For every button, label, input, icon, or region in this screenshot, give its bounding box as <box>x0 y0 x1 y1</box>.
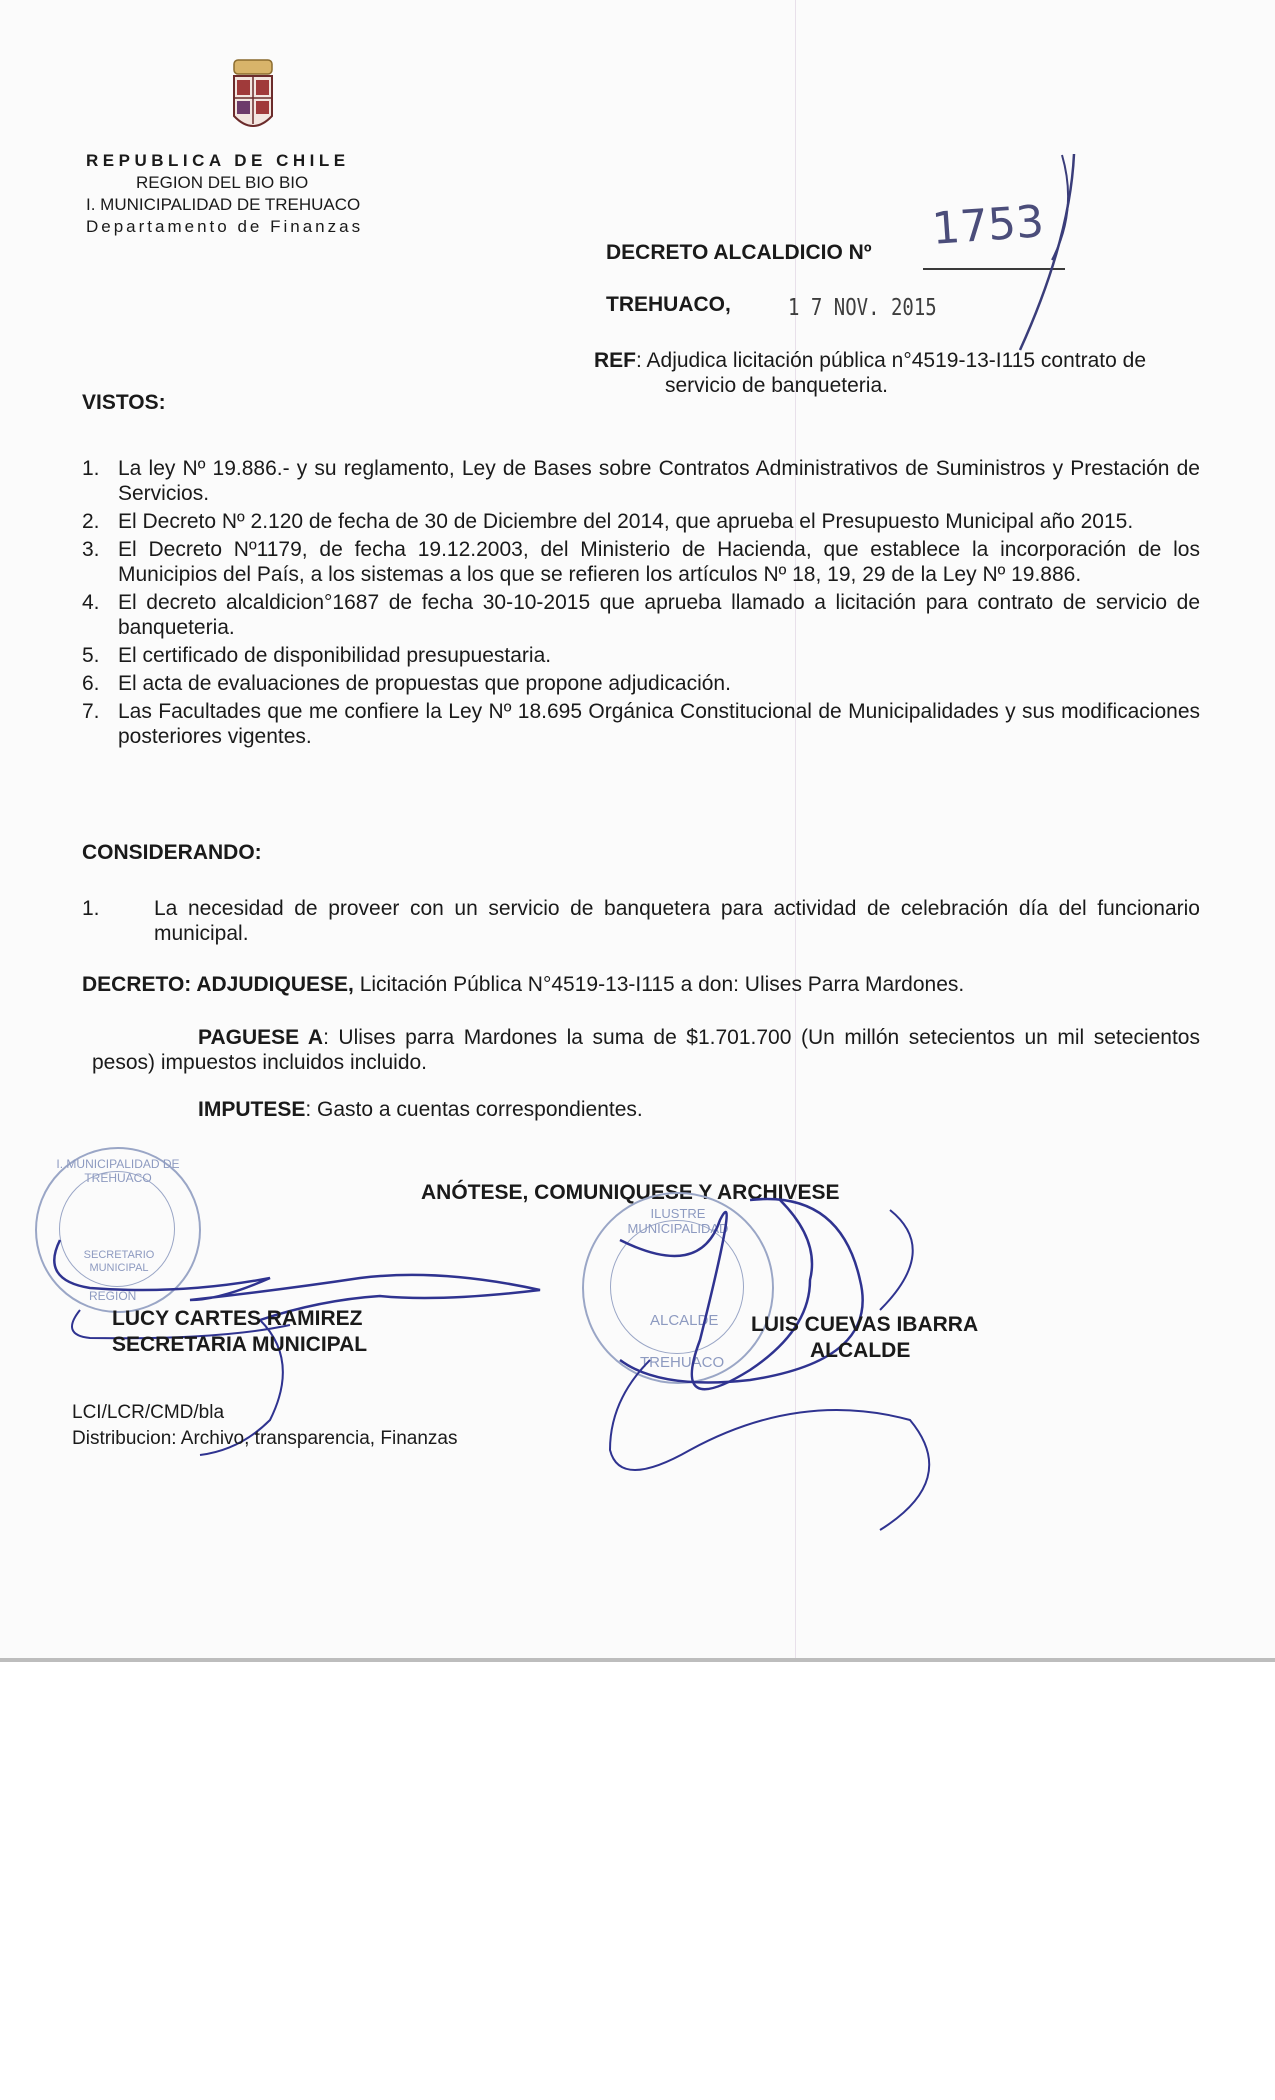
ref-line-1 <box>594 348 1146 373</box>
paguese-paragraph: PAGUESE A: Ulises parra Mardones la suma de $1.701.700 (Un millón setecientos un mil setecientos pesos) impuestos incluidos incluido. <box>92 1026 1200 1074</box>
imputese-line: IMPUTESE: Gasto a cuentas correspondientes. <box>198 1098 643 1121</box>
ref-line-2: servicio de banqueteria. <box>665 374 888 397</box>
list-item: 3. El Decreto Nº1179, de fecha 19.12.2003, del Ministerio de Hacienda, que establece la incorporación de los Municipios del País, a los sistemas a los que se refieren los artículos Nº 18, 19, 29 de la Ley Nº 19.886. <box>82 538 1200 586</box>
considerando-list <box>82 896 1200 949</box>
closing-line: ANÓTESE, COMUNIQUESE Y ARCHIVESE <box>421 1181 840 1204</box>
page-bottom-edge <box>0 1658 1275 1662</box>
decree-place: TREHUACO, <box>606 293 731 316</box>
handwritten-slash-mark <box>1012 150 1082 360</box>
list-item: 2. El Decreto Nº 2.120 de fecha de 30 de Diciembre del 2014, que aprueba el Presupuesto Municipal año 2015. <box>82 510 1134 533</box>
list-item: 6. El acta de evaluaciones de propuestas que propone adjudicación. <box>82 672 731 695</box>
vistos-heading: VISTOS: <box>82 391 166 414</box>
stamp-center-text: SECRETARIO MUNICIPAL <box>83 1249 155 1274</box>
municipal-crest-icon <box>228 58 278 138</box>
list-item: 1. La ley Nº 19.886.- y su reglamento, Ley de Bases sobre Contratos Administrativos de Suministros y Prestación de Servicios. <box>82 457 1200 505</box>
stamp-ring-text: ILUSTRE MUNICIPALIDAD <box>627 1206 729 1236</box>
stamp-ring-text: I. MUNICIPALIDAD DE TREHUACO <box>56 1157 180 1185</box>
country-heading: REPUBLICA DE CHILE <box>86 151 350 170</box>
secretary-name: LUCY CARTES RAMIREZ <box>112 1307 363 1330</box>
stamp-bottom-text: REGIÓN <box>89 1289 137 1303</box>
department-line: Departamento de Finanzas <box>86 217 364 236</box>
ref-label: REF <box>594 349 636 372</box>
mayor-title: ALCALDE <box>810 1339 911 1362</box>
list-item: 1. La necesidad de proveer con un servicio de banquetera para actividad de celebración día del funcionario municipal. <box>82 897 1200 945</box>
vistos-list <box>82 456 1200 752</box>
municipality-line: I. MUNICIPALIDAD DE TREHUACO <box>86 195 361 214</box>
mayor-name: LUIS CUEVAS IBARRA <box>751 1313 979 1336</box>
secretary-title: SECRETARIA MUNICIPAL <box>112 1333 368 1356</box>
considerando-heading: CONSIDERANDO: <box>82 841 262 864</box>
mayor-signature <box>580 1160 1000 1540</box>
list-item: 5. El certificado de disponibilidad presupuestaria. <box>82 644 552 667</box>
ref-text-1: : Adjudica licitación pública n°4519-13-I115 contrato de <box>636 349 1147 372</box>
region-line: REGION DEL BIO BIO <box>136 173 309 192</box>
list-item: 4. El decreto alcaldicion°1687 de fecha 30-10-2015 que aprueba llamado a licitación para contrato de servicio de banqueteria. <box>82 591 1200 639</box>
list-item: 7. Las Facultades que me confiere la Ley Nº 18.695 Orgánica Constitucional de Municipalidades y sus modificaciones posteriores vigentes. <box>82 700 1200 748</box>
stamp-bottom-text: TREHUACO <box>640 1354 725 1371</box>
stamp-center-text: ALCALDE <box>650 1312 719 1329</box>
date-stamp: 1 7 NOV. 2015 <box>788 294 937 322</box>
decree-number-handwritten: 1753 <box>930 196 1046 255</box>
footer-initials: LCI/LCR/CMD/bla <box>72 1402 225 1423</box>
decree-title: DECRETO ALCALDICIO Nº <box>606 241 872 264</box>
footer-distribution: Distribucion: Archivo, transparencia, Finanzas <box>72 1428 458 1449</box>
decreto-adjudiquese: DECRETO: ADJUDIQUESE, Licitación Pública N°4519-13-I115 a don: Ulises Parra Mardones. <box>82 973 965 996</box>
